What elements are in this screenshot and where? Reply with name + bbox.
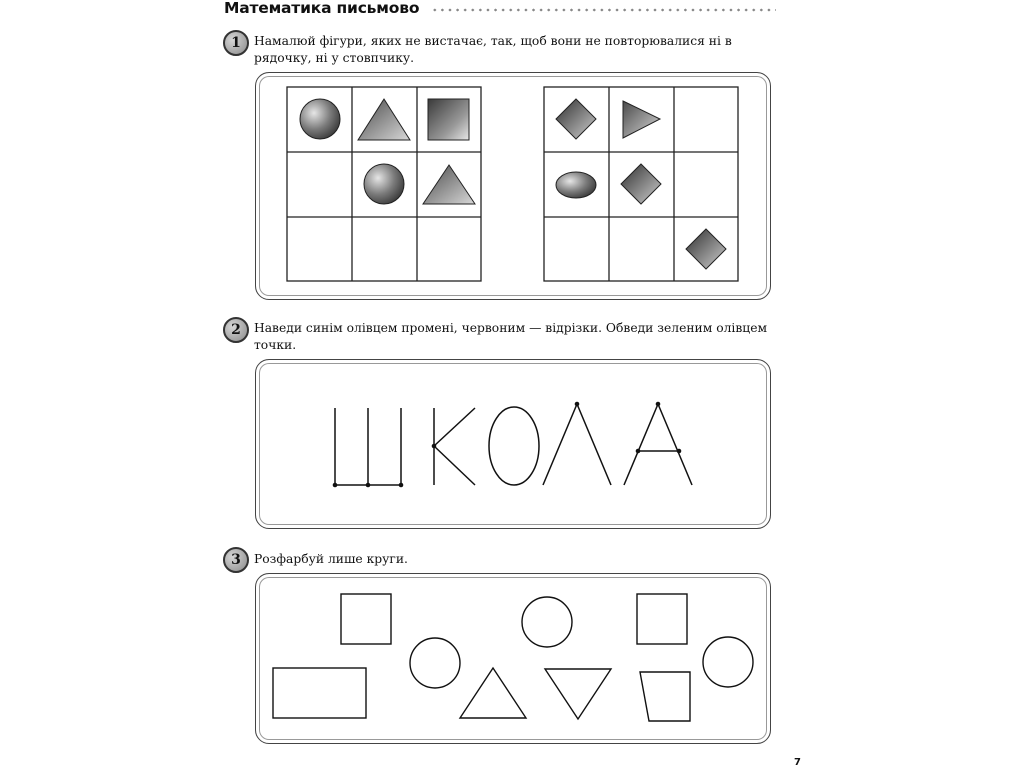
task-2-text: Наведи синім олівцем промені, червоним — відрізки. Обведи зеленим олівцем точки.: [254, 321, 768, 352]
task-3-text: Розфарбуй лише круги.: [254, 552, 408, 566]
inverted-triangle-outline: [545, 669, 611, 719]
circle-outline: [410, 638, 460, 688]
circle-outline: [703, 637, 753, 687]
circle-outline: [522, 597, 572, 647]
task-number-3: 3: [223, 547, 249, 573]
task-number-1: 1: [223, 30, 249, 56]
square-outline: [341, 594, 391, 644]
rectangle-outline: [273, 668, 366, 718]
task-1-text: Намалюй фігури, яких не вистачає, так, щоб вони не повторювалися ні в рядочку, ні у стовпчику.: [254, 34, 732, 65]
triangle-outline: [460, 668, 526, 718]
task-number-2: 2: [223, 317, 249, 343]
page-number: 7: [794, 757, 801, 768]
trapezoid-outline: [640, 672, 690, 721]
page-title: Математика письмово: [224, 0, 420, 17]
square-outline: [637, 594, 687, 644]
